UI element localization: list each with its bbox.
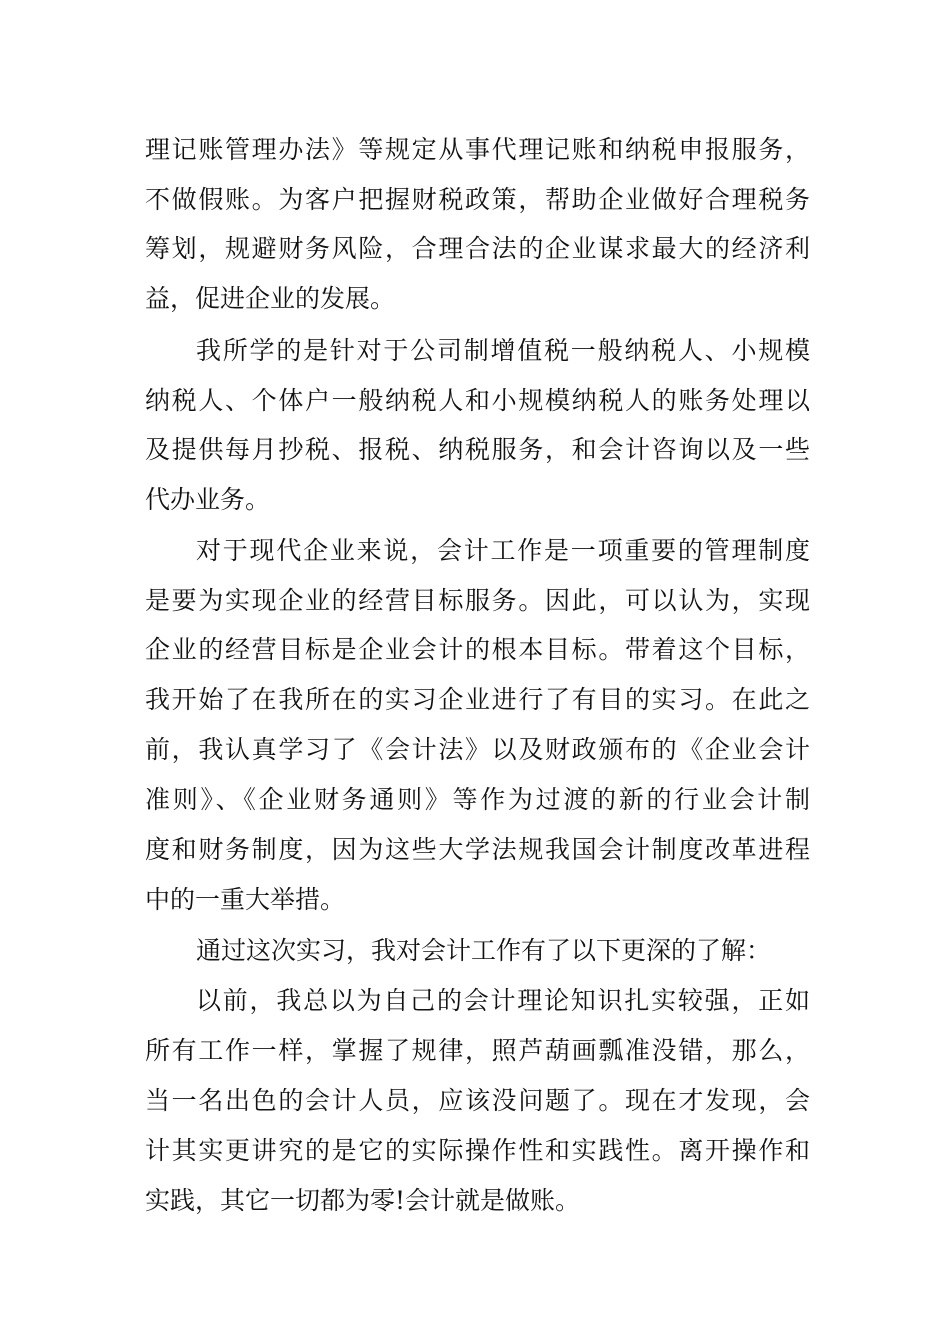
text-line: 实践，其它一切都为零!会计就是做账。 xyxy=(145,1186,581,1215)
text-line: 度和财务制度，因为这些大学法规我国会计制度改革进程 xyxy=(145,835,810,864)
text-line: 企业的经营目标是企业会计的根本目标。带着这个目标， xyxy=(145,635,810,664)
text-line: 是要为实现企业的经营目标服务。因此，可以认为，实现 xyxy=(145,586,810,615)
paragraph-first-line: 我所学的是针对于公司制增值税一般纳税人、小规模 xyxy=(196,336,810,365)
text-line: 当一名出色的会计人员，应该没问题了。现在才发现，会 xyxy=(145,1086,810,1115)
text-line: 纳税人、个体户一般纳税人和小规模纳税人的账务处理以 xyxy=(145,386,810,415)
paragraph-first-line: 通过这次实习，我对会计工作有了以下更深的了解： xyxy=(196,936,772,965)
text-line: 所有工作一样，掌握了规律，照芦葫画瓢准没错，那么， xyxy=(145,1036,810,1065)
text-line: 代办业务。 xyxy=(145,485,271,514)
text-line: 前，我认真学习了《会计法》以及财政颁布的《企业会计 xyxy=(145,735,810,764)
text-line: 计其实更讲究的是它的实际操作性和实践性。离开操作和 xyxy=(145,1136,810,1165)
paragraph-first-line: 对于现代企业来说，会计工作是一项重要的管理制度 xyxy=(196,536,810,565)
text-line: 筹划，规避财务风险，合理合法的企业谋求最大的经济利 xyxy=(145,234,810,263)
paragraph-first-line: 以前，我总以为自己的会计理论知识扎实较强，正如 xyxy=(196,986,810,1015)
text-line: 理记账管理办法》等规定从事代理记账和纳税申报服务， xyxy=(145,135,810,164)
text-line: 及提供每月抄税、报税、纳税服务，和会计咨询以及一些 xyxy=(145,435,810,464)
text-line: 中的一重大举措。 xyxy=(145,885,346,914)
text-line: 我开始了在我所在的实习企业进行了有目的实习。在此之 xyxy=(145,685,810,714)
text-line: 不做假账。为客户把握财税政策，帮助企业做好合理税务 xyxy=(145,185,810,214)
text-line: 准则》、《企业财务通则》等作为过渡的新的行业会计制 xyxy=(145,785,810,814)
text-line: 益，促进企业的发展。 xyxy=(145,284,396,313)
